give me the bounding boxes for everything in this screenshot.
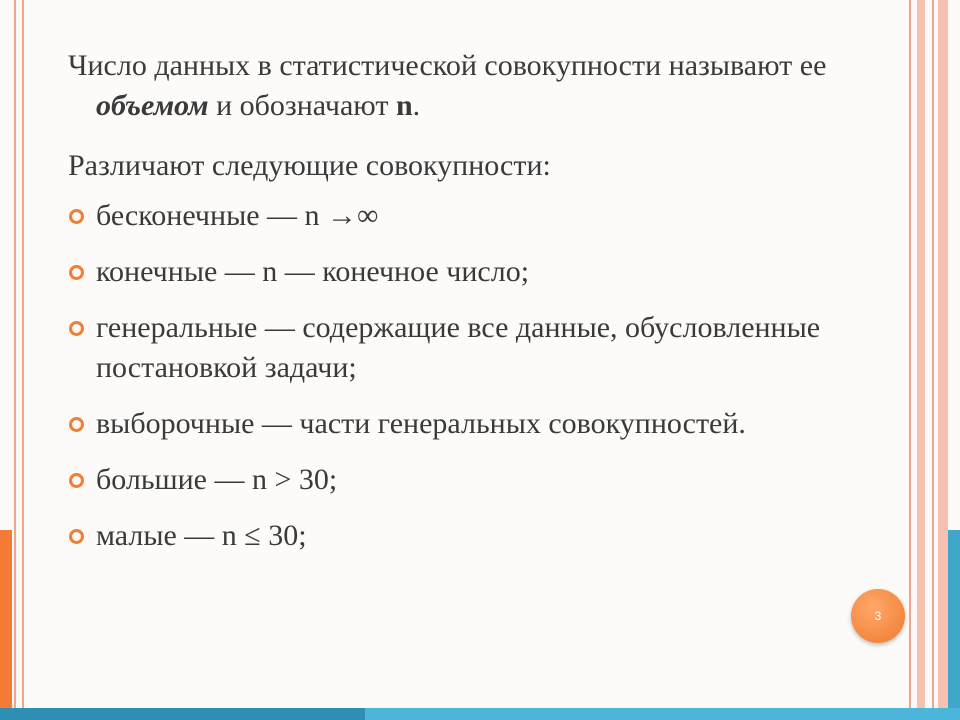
list-item [68, 404, 888, 444]
bullet-circle-icon [69, 321, 84, 336]
bullet-circle-icon [69, 529, 84, 544]
intro-symbol-n: n [395, 89, 413, 122]
page-number-badge: 3 [851, 589, 905, 643]
bullet-circle-icon [69, 417, 84, 432]
list-item-text: бесконечные — n →∞ [96, 199, 379, 232]
intro-bold-term: объемом [96, 89, 209, 122]
list-item [68, 516, 888, 556]
bullet-circle-icon [69, 265, 84, 280]
frame-band-right [917, 0, 925, 720]
lead-text: Различают следующие совокупности: [68, 149, 551, 182]
frame-line-left-outer [14, 0, 16, 720]
list-item-text: большие — n > 30; [96, 463, 338, 496]
frame-line-right-2 [932, 0, 934, 720]
intro-text-2: и обозначают [208, 89, 396, 122]
intro-paragraph [68, 46, 888, 126]
frame-line-right-1 [909, 0, 911, 720]
list-item [68, 308, 888, 388]
left-accent-bar [0, 530, 12, 720]
intro-end: . [412, 89, 421, 122]
bullet-list [68, 196, 888, 556]
frame-band-right-outer [938, 0, 948, 720]
list-item [68, 196, 888, 236]
bullet-circle-icon [69, 473, 84, 488]
intro-text: Число данных в статистической совокупности называют ее [68, 49, 827, 82]
bullet-circle-icon [69, 209, 84, 224]
bottom-bar [0, 708, 960, 720]
list-item-text: генеральные — содержащие все данные, обусловленные постановкой задачи; [96, 311, 821, 384]
frame-line-left-inner [22, 0, 24, 720]
right-accent-bar [948, 530, 960, 720]
list-item-text: конечные — n — конечное число; [96, 255, 530, 288]
list-item-text: малые — n ≤ 30; [96, 519, 307, 552]
list-item [68, 460, 888, 500]
list-item [68, 252, 888, 292]
list-item-text: выборочные — части генеральных совокупностей. [96, 407, 746, 440]
slide-content [68, 46, 888, 572]
